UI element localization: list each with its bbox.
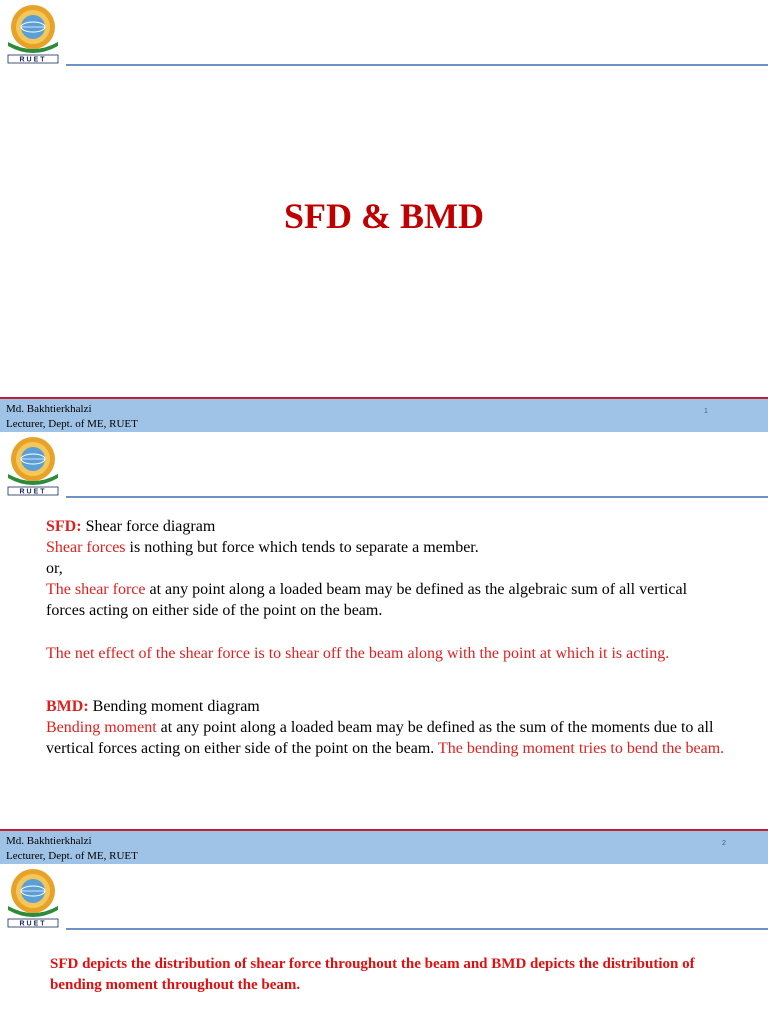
slide-footer (0, 829, 768, 864)
shear-force-highlight: The shear force (46, 581, 146, 598)
slide-3 (0, 864, 768, 1024)
bending-moment-definition (46, 717, 726, 759)
slide-footer (0, 397, 768, 432)
net-effect-text: The net effect of the shear force is to shear off the beam along with the point at which it is acting. (46, 645, 670, 662)
header-rule (66, 496, 768, 498)
ruet-emblem-icon (2, 866, 64, 928)
bending-tries-highlight: The bending moment tries to bend the beam. (438, 740, 725, 757)
ruet-emblem-icon (2, 434, 64, 496)
footer-position: Lecturer, Dept. of ME, RUET (6, 850, 138, 862)
shear-forces-highlight: Shear forces (46, 539, 126, 556)
bmd-text: Bending moment diagram (88, 698, 260, 715)
footer-author: Md. Bakhtierkhalzi (6, 835, 92, 847)
bending-moment-highlight: Bending moment (46, 719, 157, 736)
logo-text: RUET (19, 56, 47, 64)
bending-moment-text: at any point along a loaded beam may be defined as the sum of the moments due to all vertical forces acting on either side of the point on the beam. (46, 719, 714, 757)
or-text: or, (46, 560, 63, 577)
footer-author: Md. Bakhtierkhalzi (6, 403, 92, 415)
conclusion-text: SFD depicts the distribution of shear force throughout the beam and BMD depicts the distribution of bending moment throughout the beam. (50, 956, 695, 993)
bmd-heading (46, 696, 726, 717)
slide-1 (0, 0, 768, 432)
sfd-section (46, 516, 726, 621)
sfd-label: SFD: (46, 518, 82, 535)
sfd-heading (46, 516, 726, 537)
shear-forces-text: is nothing but force which tends to separate a member. (125, 539, 479, 556)
slide-title: SFD & BMD (284, 196, 484, 236)
ruet-emblem-icon (2, 2, 64, 64)
slide-header (0, 864, 768, 930)
page-number: 2 (722, 840, 726, 847)
slide-2 (0, 432, 768, 864)
header-rule (66, 928, 768, 930)
shear-forces-para (46, 537, 726, 558)
logo-text: RUET (19, 488, 47, 496)
shear-force-definition (46, 579, 726, 621)
shear-force-text: at any point along a loaded beam may be defined as the algebraic sum of all vertical forces acting on either side of the point on the beam. (46, 581, 688, 619)
footer-author-block (6, 834, 138, 864)
footer-author-block (6, 402, 138, 432)
slide-header (0, 432, 768, 498)
page-number: 1 (704, 408, 708, 415)
sfd-text: Shear force diagram (81, 518, 216, 535)
bmd-label: BMD: (46, 698, 89, 715)
footer-position: Lecturer, Dept. of ME, RUET (6, 418, 138, 430)
bmd-section (46, 696, 726, 759)
header-rule (66, 64, 768, 66)
slide-header (0, 0, 768, 66)
logo-text: RUET (19, 920, 47, 928)
